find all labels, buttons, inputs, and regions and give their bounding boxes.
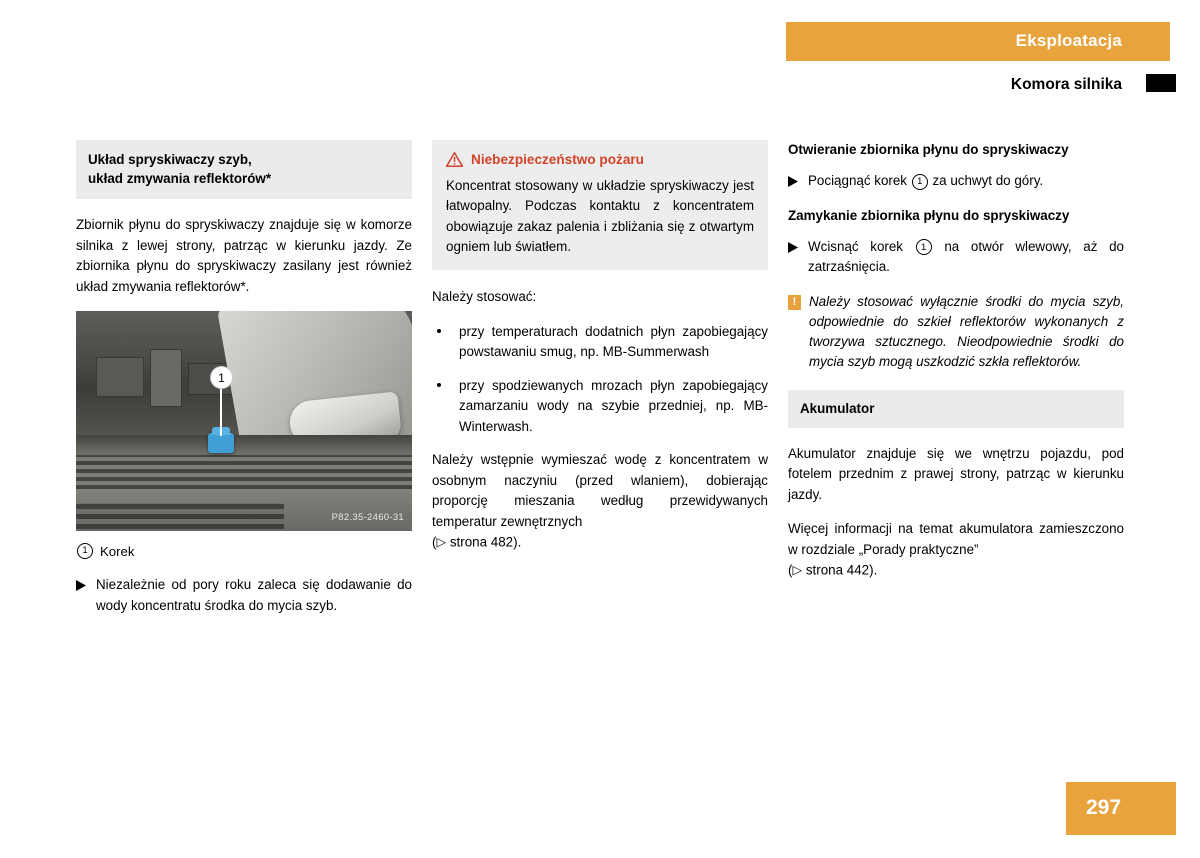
page-tab-marker <box>1146 74 1176 92</box>
triangle-bullet-icon <box>76 575 96 616</box>
caption-number: 1 <box>77 543 93 559</box>
dot-bullet-icon <box>432 322 459 363</box>
cross-reference-text: strona 442). <box>805 562 878 578</box>
instruction-text <box>808 237 1124 278</box>
instruction-item-washer-concentrate <box>76 575 412 616</box>
cross-reference-page-442: (▷ strona 442). <box>788 562 878 578</box>
instruction-text-post: za uchwyt do góry. <box>932 173 1044 188</box>
cross-reference-page-number: 442 <box>846 562 870 578</box>
battery-more-info-paragraph: Więcej informacji na temat akumulatora zamieszczono w rozdziale „Porady praktyczne” <box>788 521 1124 557</box>
dot-bullet-icon <box>432 376 459 438</box>
warning-text: Koncentrat stosowany w układzie spryskiwaczy jest łatwopalny. Podczas kontaktu z koncentratem obowiązuje zakaz palenia i zbliżania się z otwartym ogniem lub światłem. <box>446 178 754 254</box>
instruction-item-open <box>788 171 1124 192</box>
triangle-bullet-icon <box>788 237 808 278</box>
photo-engine-part-2 <box>150 349 182 407</box>
use-lead-in: Należy stosować: <box>432 289 537 305</box>
chapter-title: Eksploatacja <box>1015 31 1122 50</box>
subheading-open-reservoir: Otwieranie zbiornika płynu do spryskiwaczy <box>788 142 1069 157</box>
warning-triangle-icon <box>446 152 463 167</box>
section-title: Komora silnika <box>1010 76 1122 93</box>
cross-reference-page-number: 482 <box>490 534 514 550</box>
intro-paragraph: Zbiornik płynu do spryskiwaczy znajduje się w komorze silnika z lewej strony, patrząc w kierunku jazdy. Ze zbiornika płynu do spryskiwaczy zasilany jest również układ zmywania reflektorów*. <box>76 217 412 294</box>
reference-arrow-icon: ▷ <box>436 535 447 550</box>
exclamation-icon: ! <box>788 295 801 310</box>
photo-grille-upper <box>76 455 412 489</box>
photo-grille-lower <box>76 503 284 529</box>
section-header <box>786 76 1170 102</box>
inline-callout-number: 1 <box>916 239 932 255</box>
column-middle <box>432 140 768 567</box>
subheading-close-reservoir: Zamykanie zbiornika płynu do spryskiwaczy <box>788 207 1070 223</box>
list-item-text: przy temperaturach dodatnich płyn zapobiegający powstawaniu smug, np. MB-Summerwash <box>459 323 768 360</box>
instruction-text-post: na otwór wlewowy, aż do zatrzaśnięcia. <box>808 238 1124 274</box>
warning-box-fire-hazard <box>432 140 768 270</box>
list-item-text: przy spodziewanych mrozach płyn zapobiegający zamarzaniu wody na szybie przedniej, np. MB-Winterwash. <box>459 377 768 434</box>
triangle-bullet-icon <box>788 171 808 192</box>
list-item <box>432 322 768 363</box>
column-right <box>788 140 1124 595</box>
page-number: 297 <box>1086 796 1122 819</box>
inline-callout-number: 1 <box>912 174 928 190</box>
column-left <box>76 140 412 630</box>
photo-engine-part-1 <box>96 357 144 397</box>
list-item <box>432 376 768 438</box>
photo-reference-code: P82.35-2460-31 <box>331 512 404 523</box>
battery-location-paragraph: Akumulator znajduje się we wnętrzu pojazdu, pod fotelem przednim z prawej strony, patrząc w kierunku jazdy. <box>788 445 1124 502</box>
topic-box-washer-system <box>76 140 412 199</box>
note-text: Należy stosować wyłącznie środki do mycia szyb, odpowiednie do szkieł reflektorów wykonanych z tworzywa sztucznego. Nieodpowiednie środki do mycia szyb mogą uszkodzić szkła reflektorów. <box>809 293 1124 370</box>
cross-reference-text: strona 482). <box>449 534 522 550</box>
caption-text: Korek <box>100 543 135 559</box>
engine-bay-photo <box>76 311 412 531</box>
instruction-text-pre: Wcisnąć korek <box>808 238 904 254</box>
chapter-header-bar <box>786 22 1170 61</box>
photo-callout-leader-line <box>220 388 222 436</box>
instruction-text: Niezależnie od pory roku zaleca się dodawanie do wody koncentratu środka do mycia szyb. <box>96 577 412 613</box>
instruction-text <box>808 171 1124 192</box>
cross-reference-page-482: (▷ strona 482). <box>432 534 522 550</box>
topic-box-battery: Akumulator <box>788 390 1124 428</box>
page-number-box <box>1066 782 1176 835</box>
mixing-paragraph: Należy wstępnie wymieszać wodę z koncentratem w osobnym naczyniu (przed wlaniem), dobierając proporcję mieszania według przewidywanych temperatur zewnętrznych <box>432 452 768 529</box>
topic-box-line2: układ zmywania reflektorów* <box>88 171 272 186</box>
instruction-text-pre: Pociągnąć korek <box>808 173 907 188</box>
warning-title: Niebezpieczeństwo pożaru <box>471 152 644 167</box>
photo-washer-fluid-cap <box>208 433 234 453</box>
note-cleaning-agents <box>788 292 1124 373</box>
figure-caption <box>76 543 412 559</box>
topic-box-line1: Układ spryskiwaczy szyb, <box>88 152 252 167</box>
photo-callout-1: 1 <box>210 366 233 389</box>
warning-title-row <box>446 152 754 167</box>
reference-arrow-icon: ▷ <box>792 563 803 578</box>
instruction-item-close <box>788 237 1124 278</box>
